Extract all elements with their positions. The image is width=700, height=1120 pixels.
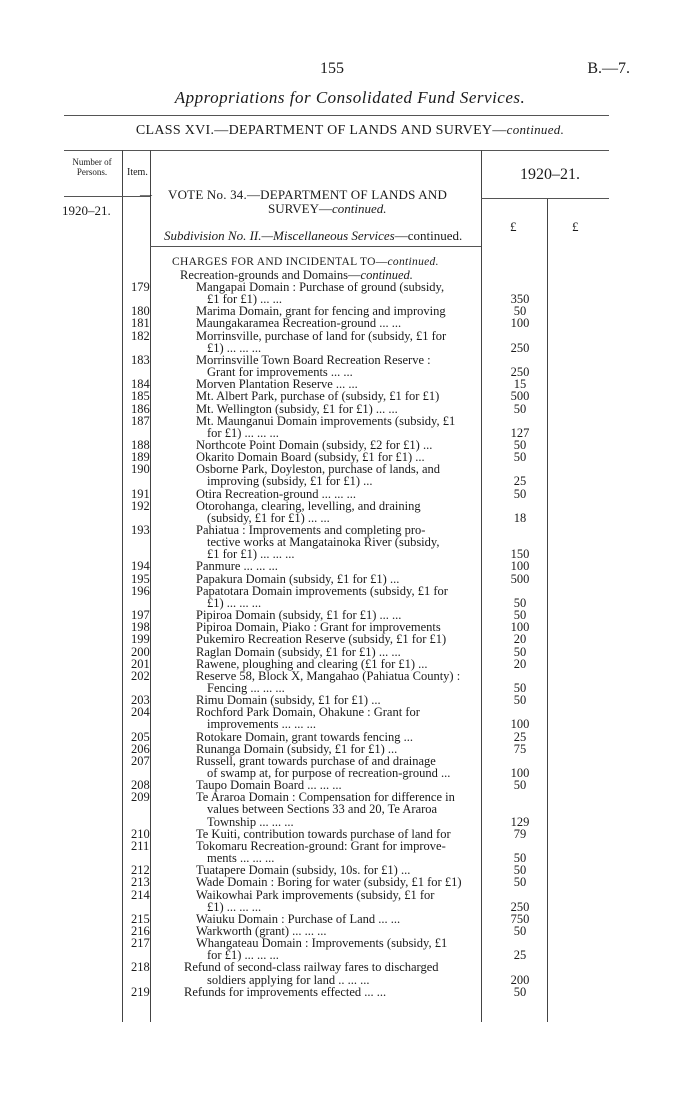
item-description: Rawene, ploughing and clearing (£1 for £1) ... xyxy=(196,656,428,671)
item-number: 195 xyxy=(131,571,150,586)
item-number: 180 xyxy=(131,304,150,319)
item-amount: 15 xyxy=(513,377,527,392)
item-description: soldiers applying for land .. ... ... xyxy=(207,972,370,987)
item-description: Township ... ... ... xyxy=(207,814,294,829)
pound-sign-1: £ xyxy=(510,219,517,234)
item-description: £1 for £1) ... ... xyxy=(207,292,282,307)
left-year: 1920–21. xyxy=(62,203,111,218)
charges-continued: continued. xyxy=(387,256,439,268)
item-amount: 50 xyxy=(513,984,527,999)
item-description: Morrinsville Town Board Recreation Reserve : xyxy=(196,352,431,367)
item-number: 201 xyxy=(131,656,150,671)
item-number: 216 xyxy=(131,923,150,938)
item-number: 211 xyxy=(131,838,150,853)
item-number: 207 xyxy=(131,753,150,768)
item-description: Reserve 58, Block X, Mangahao (Pahiatua County) : xyxy=(196,668,461,683)
item-number: 185 xyxy=(131,389,150,404)
rule-subdivision xyxy=(150,246,481,247)
class-heading xyxy=(0,122,700,139)
item-amount: 50 xyxy=(513,693,527,708)
year-header: 1920–21. xyxy=(520,166,580,183)
item-amount: 100 xyxy=(510,620,530,635)
item-number: 200 xyxy=(131,644,150,659)
item-amount: 25 xyxy=(513,948,527,963)
item-description: Mt. Wellington (subsidy, £1 for £1) ... ... xyxy=(196,401,398,416)
item-number: 179 xyxy=(131,280,150,294)
item-amount: 150 xyxy=(510,547,530,562)
page-number: 155 xyxy=(320,60,344,77)
item-description: (subsidy, £1 for £1) ... ... xyxy=(207,510,330,525)
item-number: 182 xyxy=(131,328,150,343)
item-description: Rotokare Domain, grant towards fencing ... xyxy=(196,729,413,744)
item-description: Rochford Park Domain, Ohakune : Grant for xyxy=(196,705,420,720)
item-number: 191 xyxy=(131,486,150,501)
charges-heading xyxy=(172,256,439,268)
item-number: 219 xyxy=(131,984,150,999)
item-amount: 25 xyxy=(513,474,527,489)
subdivision-text: Subdivision No. II.—Miscellaneous Services xyxy=(164,228,395,243)
item-description: of swamp at, for purpose of recreation-ground ... xyxy=(207,766,451,780)
item-description: Te Kuiti, contribution towards purchase of land for xyxy=(196,826,451,841)
item-amount: 100 xyxy=(510,717,530,732)
item-description: Runanga Domain (subsidy, £1 for £1) ... xyxy=(196,741,398,756)
item-number: 217 xyxy=(131,936,150,951)
item-description: Marima Domain, grant for fencing and improving xyxy=(196,304,446,319)
item-description: Pipiroa Domain, Piako : Grant for improvements xyxy=(196,620,441,635)
item-number: 198 xyxy=(131,620,150,635)
item-description: Russell, grant towards purchase of and drainage xyxy=(196,753,436,768)
item-description: Osborne Park, Doyleston, purchase of lands, and xyxy=(196,462,441,477)
subdivision-heading xyxy=(164,228,462,244)
item-amount: 350 xyxy=(510,292,530,307)
item-description: Otorohanga, clearing, levelling, and draining xyxy=(196,498,421,513)
item-amount: 127 xyxy=(510,425,530,440)
item-number: 196 xyxy=(131,583,150,598)
item-number: 218 xyxy=(131,960,150,975)
item-description: Raglan Domain (subsidy, £1 for £1) ... ... xyxy=(196,644,401,659)
charges-text: CHARGES FOR AND INCIDENTAL TO— xyxy=(172,256,388,268)
item-amount: 50 xyxy=(513,304,527,319)
item-amount: 500 xyxy=(510,389,530,404)
item-amount: 18 xyxy=(513,510,527,525)
item-amount: 50 xyxy=(513,863,527,878)
item-amount: 500 xyxy=(510,571,530,586)
item-description: Refunds for improvements effected ... ... xyxy=(184,984,387,999)
item-number: 190 xyxy=(131,462,150,477)
item-header: Item. xyxy=(127,167,148,178)
item-amount: 50 xyxy=(513,595,527,610)
item-number: 194 xyxy=(131,559,150,574)
item-amount: 50 xyxy=(513,778,527,793)
item-description: Papakura Domain (subsidy, £1 for £1) ... xyxy=(196,571,400,586)
item-description: Taupo Domain Board ... ... ... xyxy=(196,778,342,793)
item-amount: 50 xyxy=(513,401,527,416)
item-description: Warkworth (grant) ... ... ... xyxy=(196,923,327,938)
item-number: 213 xyxy=(131,875,150,890)
number-persons-header: Number of Persons. xyxy=(72,157,112,177)
page-title: Appropriations for Consolidated Fund Services. xyxy=(174,88,526,107)
subdivision-continued: —continued. xyxy=(394,228,463,243)
item-amount: 50 xyxy=(513,486,527,501)
item-number: 188 xyxy=(131,437,150,452)
item-description: Mt. Maunganui Domain improvements (subsidy, £1 xyxy=(196,413,456,428)
item-amount: 750 xyxy=(510,911,530,926)
item-description: Mangapai Domain : Purchase of ground (subsidy, xyxy=(196,280,445,294)
item-description: Papatotara Domain improvements (subsidy, £1 for xyxy=(196,583,448,598)
item-amount: 50 xyxy=(513,923,527,938)
item-number: 187 xyxy=(131,413,150,428)
item-description: £1) ... ... ... xyxy=(207,899,262,914)
item-description: Pipiroa Domain (subsidy, £1 for £1) ... ... xyxy=(196,608,402,623)
class-heading-text: CLASS XVI.—DEPARTMENT OF LANDS AND SURVEY— xyxy=(135,123,507,138)
item-description: Otira Recreation-ground ... ... ... xyxy=(196,486,357,501)
item-number: 186 xyxy=(131,401,150,416)
item-description: Rimu Domain (subsidy, £1 for £1) ... xyxy=(196,693,381,708)
item-number: 189 xyxy=(131,450,150,465)
item-description: Panmure ... ... ... xyxy=(196,559,278,574)
item-amount: 50 xyxy=(513,644,527,659)
vote-title-line2 xyxy=(268,201,386,217)
item-amount: 129 xyxy=(510,814,530,829)
pound-sign-2: £ xyxy=(572,219,579,234)
item-description: ments ... ... ... xyxy=(207,851,275,866)
item-amount: 100 xyxy=(510,766,530,780)
item-amount: 79 xyxy=(513,826,527,841)
item-description: improvements ... ... ... xyxy=(207,717,317,732)
item-description: Te Araroa Domain : Compensation for difference in xyxy=(196,790,455,805)
vote-title-line2-text: SURVEY— xyxy=(268,201,332,216)
item-description: Northcote Point Domain (subsidy, £2 for £1) ... xyxy=(196,437,433,452)
item-number: 209 xyxy=(131,790,150,805)
item-description: Morven Plantation Reserve ... ... xyxy=(196,377,358,392)
item-number: 203 xyxy=(131,693,150,708)
item-description: values between Sections 33 and 20, Te Araroa xyxy=(207,802,438,817)
item-description: Pukemiro Recreation Reserve (subsidy, £1 for £1) xyxy=(196,632,447,647)
item-description: Fencing ... ... ... xyxy=(207,680,285,695)
item-number: 210 xyxy=(131,826,150,841)
item-amount: 50 xyxy=(513,851,527,866)
item-description: for £1) ... ... ... xyxy=(207,425,279,440)
item-amount: 50 xyxy=(513,437,527,452)
item-number: 212 xyxy=(131,863,150,878)
item-description: £1 for £1) ... ... ... xyxy=(207,547,295,562)
item-description: Okarito Domain Board (subsidy, £1 for £1) ... xyxy=(196,450,425,465)
item-description: improving (subsidy, £1 for £1) ... xyxy=(207,474,373,489)
item-amount: 200 xyxy=(510,972,530,987)
item-number: 183 xyxy=(131,352,150,367)
item-number: 204 xyxy=(131,705,150,720)
dash: — xyxy=(140,187,152,201)
rule-header-left xyxy=(64,196,150,197)
item-amount: 50 xyxy=(513,450,527,465)
item-description: Mt. Albert Park, purchase of (subsidy, £1 for £1) xyxy=(196,389,440,404)
item-number: 184 xyxy=(131,377,150,392)
item-number: 193 xyxy=(131,523,150,537)
item-description: Wade Domain : Boring for water (subsidy, £1 for £1) xyxy=(196,875,462,890)
item-description: Tokomaru Recreation-ground: Grant for improve- xyxy=(196,838,446,853)
rule-header-right xyxy=(481,198,609,199)
rule-top xyxy=(64,115,609,116)
item-amount: 250 xyxy=(510,340,530,355)
item-description: £1) ... ... ... xyxy=(207,340,262,355)
vote-title-continued: continued. xyxy=(331,201,387,216)
item-number: 197 xyxy=(131,608,150,623)
item-description: Pahiatua : Improvements and completing pro- xyxy=(196,523,426,537)
item-number: 206 xyxy=(131,741,150,756)
item-description: Waikowhai Park improvements (subsidy, £1 for xyxy=(196,887,435,902)
vote-title: VOTE No. 34.—DEPARTMENT OF LANDS AND xyxy=(168,187,448,202)
item-number: 215 xyxy=(131,911,150,926)
item-amount: 100 xyxy=(510,316,530,331)
class-heading-continued: continued. xyxy=(506,122,565,137)
recreation-text: Recreation-grounds and Domains— xyxy=(180,268,361,282)
item-description: for £1) ... ... ... xyxy=(207,948,279,963)
item-amount: 20 xyxy=(513,656,527,671)
item-description: tective works at Mangatainoka River (subsidy, xyxy=(207,535,440,550)
item-number: 208 xyxy=(131,778,150,793)
item-description: Refund of second-class railway fares to discharged xyxy=(184,960,439,975)
item-amount: 250 xyxy=(510,365,530,380)
item-amount: 75 xyxy=(513,741,527,756)
item-number: 181 xyxy=(131,316,150,331)
item-amount: 50 xyxy=(513,875,527,890)
recreation-continued: continued. xyxy=(360,268,413,282)
item-description: Waiuku Domain : Purchase of Land ... ... xyxy=(196,911,401,926)
item-description: £1) ... ... ... xyxy=(207,595,262,610)
item-amount: 100 xyxy=(510,559,530,574)
item-description: Whangateau Domain : Improvements (subsidy, £1 xyxy=(196,936,448,951)
item-description: Tuatapere Domain (subsidy, 10s. for £1) ... xyxy=(196,863,411,878)
rule-header-top xyxy=(64,150,609,151)
item-description: Grant for improvements ... ... xyxy=(207,365,353,380)
item-number: 192 xyxy=(131,498,150,513)
item-number: 205 xyxy=(131,729,150,744)
item-amount: 250 xyxy=(510,899,530,914)
item-number: 214 xyxy=(131,887,150,902)
document-reference: B.—7. xyxy=(587,60,630,77)
item-description: Maungakaramea Recreation-ground ... ... xyxy=(196,316,402,331)
item-number: 199 xyxy=(131,632,150,647)
item-description: Morrinsville, purchase of land for (subsidy, £1 for xyxy=(196,328,447,343)
item-number: 202 xyxy=(131,668,150,683)
table-row xyxy=(0,985,700,999)
item-amount: 50 xyxy=(513,680,527,695)
item-amount: 25 xyxy=(513,729,527,744)
item-amount: 20 xyxy=(513,632,527,647)
item-amount: 50 xyxy=(513,608,527,623)
